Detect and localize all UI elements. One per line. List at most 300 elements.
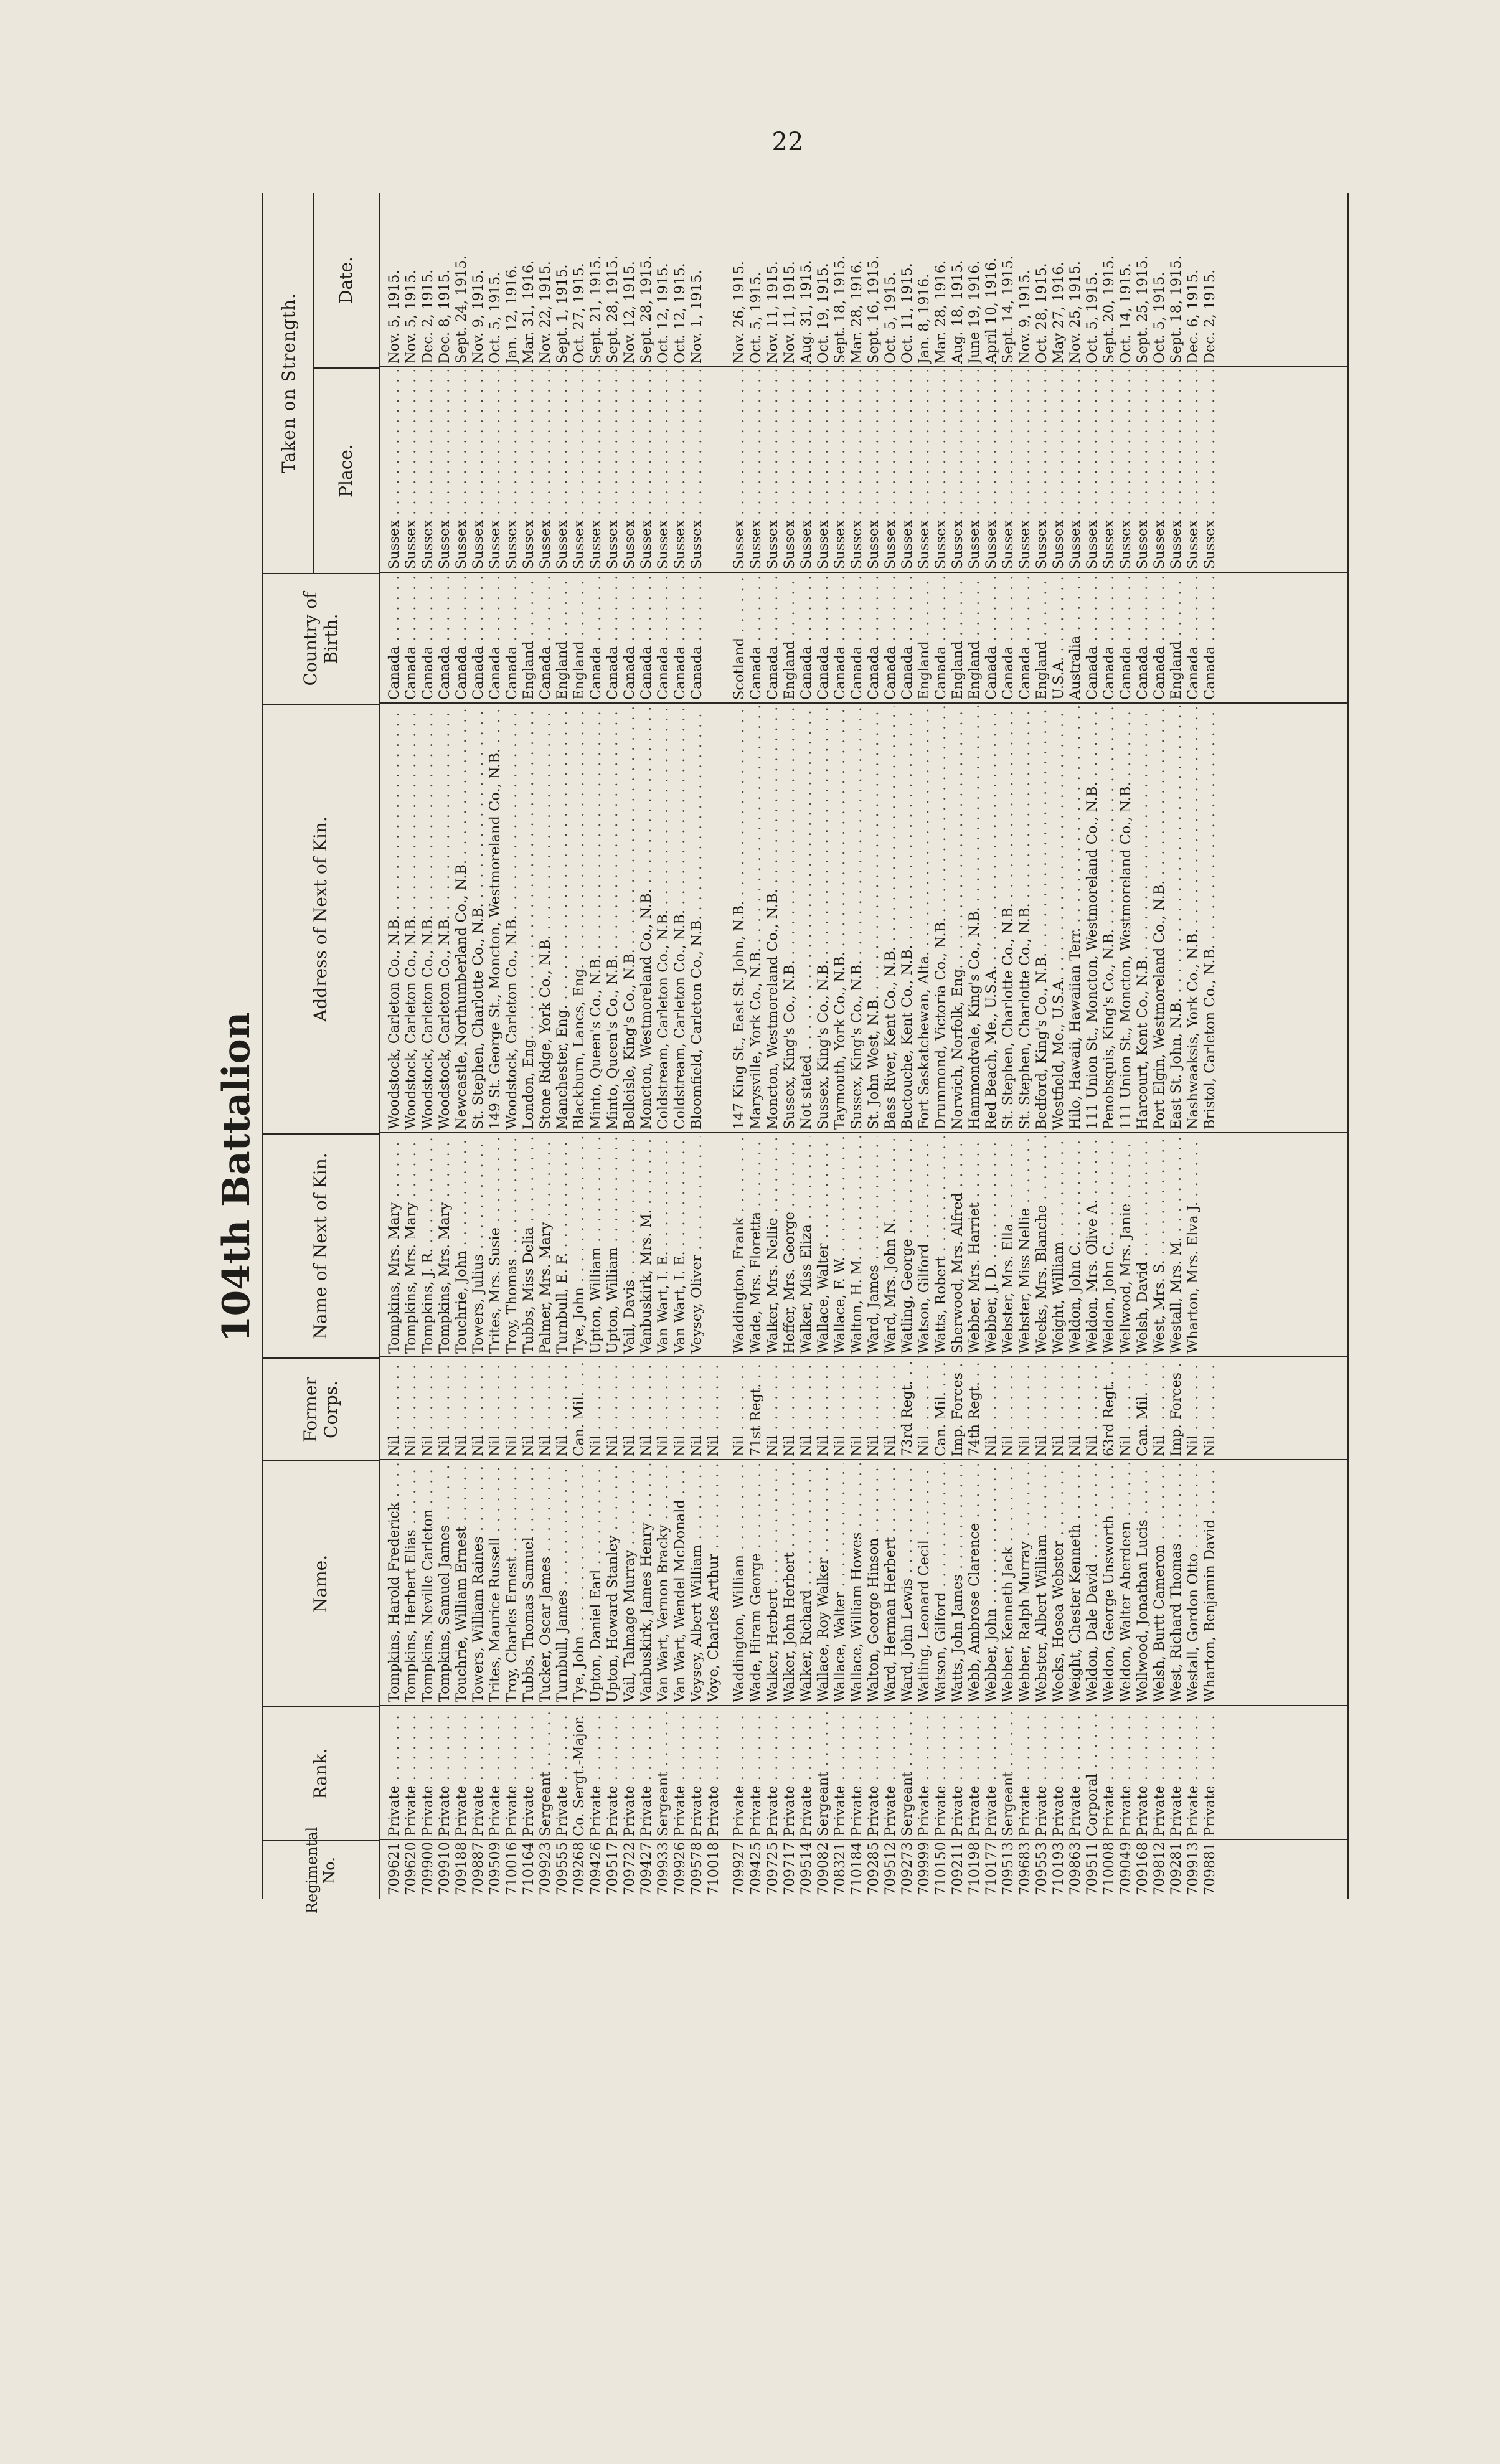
address-cell: Woodstock, Carleton Co., N.B. . . . <box>504 706 521 1130</box>
place-cell: Sussex . . . <box>420 370 436 569</box>
table-body <box>379 193 1347 1899</box>
name-cell: Voye, Charles Arthur . . . <box>705 1463 722 1702</box>
place-cell: Sussex . . . <box>554 370 571 569</box>
place-cell: Sussex . . . <box>403 370 420 569</box>
name-cell: Troy, Charles Ernest . . . <box>504 1463 521 1702</box>
former-corps-cell: Nil . . . <box>470 1360 487 1456</box>
table-row <box>689 193 705 1899</box>
date-cell: Oct. 27, 1915. <box>571 263 587 364</box>
name-cell: Turnbull, James . . . <box>554 1463 571 1702</box>
name-cell: Webb, Ambrose Clarence . . . <box>966 1463 983 1702</box>
name-cell: Veysey, Albert William . . . <box>689 1463 705 1702</box>
country-cell: England . . . <box>521 575 537 700</box>
next-of-kin-cell: Wallace, F. W. . . . <box>832 1136 849 1354</box>
former-corps-cell: Nil . . . <box>798 1360 815 1456</box>
date-cell: Sept. 18, 1915. <box>1168 255 1184 364</box>
name-cell: Wade, Hiram George . . . <box>748 1463 765 1702</box>
address-cell: Stone Ridge, York Co., N.B. . . . <box>537 706 554 1130</box>
address-cell: Drummond, Victoria Co., N.B. . . . <box>933 706 950 1130</box>
rank-cell: Private . . . <box>521 1709 537 1836</box>
table-row <box>705 193 722 1899</box>
name-cell: Tompkins, Herbert Elias . . . <box>403 1463 420 1702</box>
regimental-no-cell: 710164 <box>521 1842 537 1895</box>
table-row <box>1034 193 1050 1899</box>
name-cell: Watts, John James . . . <box>950 1463 966 1702</box>
address-cell: 147 King St., East St. John, N.B. . . . <box>731 706 748 1130</box>
name-cell: Tucker, Oscar James . . . <box>537 1463 554 1702</box>
next-of-kin-cell: Wellwood, Mrs. Janie . . . <box>1118 1136 1134 1354</box>
rank-cell: Private . . . <box>748 1709 765 1836</box>
regimental-no-cell: 710184 <box>849 1842 865 1895</box>
name-cell: West, Richard Thomas . . . <box>1168 1463 1185 1702</box>
table-row <box>621 193 638 1899</box>
former-corps-cell: Nil . . . <box>605 1360 621 1456</box>
regimental-no-cell: 709281 <box>1168 1842 1184 1895</box>
rank-cell: Private . . . <box>882 1709 899 1836</box>
regimental-no-cell: 709927 <box>731 1842 747 1895</box>
table-row <box>1151 193 1168 1899</box>
former-corps-cell: Nil . . . <box>849 1360 866 1456</box>
rank-cell: Private . . . <box>781 1709 798 1836</box>
next-of-kin-cell: Weldon, John C. . . . <box>1101 1136 1118 1354</box>
former-corps-cell: Can. Mil. . . . <box>571 1360 588 1456</box>
rank-cell: Private . . . <box>621 1709 638 1836</box>
place-cell: Sussex . . . <box>815 370 832 569</box>
former-corps-cell: Nil . . . <box>1151 1360 1168 1456</box>
rank-cell: Private . . . <box>866 1709 882 1836</box>
regimental-no-cell: 709923 <box>537 1842 554 1895</box>
name-cell: Wharton, Benjamin David . . . <box>1202 1463 1219 1702</box>
table-row <box>1050 193 1067 1899</box>
next-of-kin-cell: Webber, Mrs. Harriet . . . <box>966 1136 983 1354</box>
name-cell: Wellwood, Jonathan Lucis . . . <box>1134 1463 1151 1702</box>
rank-cell: Private . . . <box>638 1709 655 1836</box>
address-cell: Coldstream, Carleton Co., N.B. . . . <box>655 706 672 1130</box>
place-cell: Sussex . . . <box>950 370 966 569</box>
table-row <box>781 193 798 1899</box>
place-cell: Sussex . . . <box>849 370 866 569</box>
address-cell: Bass River, Kent Co., N.B. . . . <box>882 706 899 1130</box>
former-corps-cell: Nil . . . <box>731 1360 748 1456</box>
next-of-kin-cell: Veysey, Oliver . . . <box>689 1136 705 1354</box>
country-cell: England . . . <box>966 575 983 700</box>
date-cell: Sept. 14, 1915. <box>1000 255 1016 364</box>
country-cell: Canada . . . <box>655 575 672 700</box>
country-cell: Canada . . . <box>1134 575 1151 700</box>
former-corps-cell: Nil . . . <box>621 1360 638 1456</box>
place-cell: Sussex . . . <box>1034 370 1050 569</box>
place-cell: Sussex . . . <box>672 370 689 569</box>
former-corps-cell: Nil . . . <box>1185 1360 1202 1456</box>
address-cell: Woodstock, Carleton Co., N.B. . . . <box>386 706 403 1130</box>
table-row <box>605 193 621 1899</box>
next-of-kin-cell: Heffer, Mrs. George . . . <box>781 1136 798 1354</box>
regimental-no-cell: 710177 <box>983 1842 999 1895</box>
next-of-kin-cell: Wallace, Walter . . . <box>815 1136 832 1354</box>
header-date: Date. <box>336 257 356 304</box>
name-cell: Waddington, William . . . <box>731 1463 748 1702</box>
name-cell: Trites, Maurice Russell . . . <box>487 1463 504 1702</box>
country-cell: England . . . <box>1168 575 1185 700</box>
former-corps-cell: Nil . . . <box>815 1360 832 1456</box>
regimental-no-cell: 709621 <box>386 1842 402 1895</box>
name-cell: Tubbs, Thomas Samuel . . . <box>521 1463 537 1702</box>
rank-cell: Private . . . <box>605 1709 621 1836</box>
country-cell: Canada . . . <box>1084 575 1101 700</box>
rank-cell: Private . . . <box>588 1709 605 1836</box>
date-cell: Dec. 2, 1915. <box>420 269 436 364</box>
nominal-roll-table <box>262 193 1345 1914</box>
rank-cell: Private . . . <box>386 1709 403 1836</box>
rank-cell: Private . . . <box>487 1709 504 1836</box>
name-cell: Tompkins, Harold Frederick . . . <box>386 1463 403 1702</box>
place-cell: Sussex . . . <box>1118 370 1134 569</box>
name-cell: Ward, Herman Herbert . . . <box>882 1463 899 1702</box>
date-cell: Oct. 5, 1915. <box>1084 271 1100 364</box>
country-cell: Canada . . . <box>933 575 950 700</box>
address-cell: Buctouche, Kent Co., N.B. . . . <box>899 706 916 1130</box>
name-cell: Welsh, Burtt Cameron . . . <box>1151 1463 1168 1702</box>
rank-cell: Private . . . <box>933 1709 950 1836</box>
country-cell: Canada . . . <box>882 575 899 700</box>
address-cell: Sussex, King's Co., N.B. . . . <box>815 706 832 1130</box>
regimental-no-cell: 710018 <box>705 1842 722 1895</box>
address-cell: Marysville, York Co., N.B. . . . <box>748 706 765 1130</box>
rank-cell: Private . . . <box>420 1709 436 1836</box>
next-of-kin-cell: Troy, Thomas . . . <box>504 1136 521 1354</box>
former-corps-cell: Nil . . . <box>689 1360 705 1456</box>
table-row <box>1101 193 1118 1899</box>
regimental-no-cell: 709049 <box>1118 1842 1134 1895</box>
address-cell: 111 Union St., Moncton, Westmoreland Co., N.B. . . . <box>1084 706 1101 1130</box>
table-row <box>748 193 765 1899</box>
header-country-of-birth: Country of Birth. <box>263 573 379 704</box>
table-row <box>849 193 866 1899</box>
next-of-kin-cell: Ward, Mrs. John N. . . . <box>882 1136 899 1354</box>
place-cell: Sussex . . . <box>1050 370 1067 569</box>
rank-cell: Private . . . <box>966 1709 983 1836</box>
name-cell: Walker, John Herbert . . . <box>781 1463 798 1702</box>
date-cell: Nov. 1, 1915. <box>689 270 705 364</box>
header-name: Name. <box>263 1460 379 1706</box>
regimental-no-cell: 710150 <box>933 1842 949 1895</box>
regimental-no-cell: 709517 <box>605 1842 621 1895</box>
rank-cell: Private . . . <box>1034 1709 1050 1836</box>
country-cell: Canada . . . <box>386 575 403 700</box>
regimental-no-cell: 709910 <box>436 1842 453 1895</box>
regimental-no-cell: 709553 <box>1034 1842 1050 1895</box>
country-cell: Canada . . . <box>1118 575 1134 700</box>
header-next-of-kin: Name of Next of Kin. <box>263 1133 379 1357</box>
rank-cell: Sergeant . . . <box>655 1709 672 1836</box>
former-corps-cell: Nil . . . <box>1034 1360 1050 1456</box>
address-cell: Bloomfield, Carleton Co., N.B. . . . <box>689 706 705 1130</box>
name-cell: Van Wart, Wendel McDonald . . . <box>672 1463 689 1702</box>
place-cell: Sussex . . . <box>470 370 487 569</box>
rank-cell: Private . . . <box>731 1709 748 1836</box>
table-row <box>453 193 470 1899</box>
date-cell: Nov. 26, 1915. <box>731 261 747 364</box>
country-cell: Canada . . . <box>866 575 882 700</box>
place-cell: Sussex . . . <box>866 370 882 569</box>
rank-cell: Private . . . <box>470 1709 487 1836</box>
name-cell: Webster, Albert William . . . <box>1034 1463 1050 1702</box>
former-corps-cell: Nil . . . <box>554 1360 571 1456</box>
table-row <box>487 193 504 1899</box>
regimental-no-cell: 709863 <box>1067 1842 1083 1895</box>
table-header <box>263 193 380 1914</box>
place-cell: Sussex . . . <box>899 370 916 569</box>
place-cell: Sussex . . . <box>453 370 470 569</box>
date-cell: Mar. 28, 1916. <box>933 260 949 364</box>
next-of-kin-cell: Van Wart, I. E. . . . <box>655 1136 672 1354</box>
country-cell: Canada . . . <box>1101 575 1118 700</box>
rank-cell: Private . . . <box>1168 1709 1185 1836</box>
former-corps-cell: Nil . . . <box>655 1360 672 1456</box>
next-of-kin-cell: Welsh, David . . . <box>1134 1136 1151 1354</box>
place-cell: Sussex . . . <box>765 370 781 569</box>
next-of-kin-cell: Westall, Mrs. M. . . . <box>1168 1136 1185 1354</box>
name-cell: Vanbuskirk, James Henry . . . <box>638 1463 655 1702</box>
address-cell: 149 St. George St., Moncton, Westmoreland Co., N.B. . . . <box>487 706 504 1130</box>
place-cell: Sussex . . . <box>386 370 403 569</box>
place-cell: Sussex . . . <box>1134 370 1151 569</box>
next-of-kin-cell: Tubbs, Miss Delia . . . <box>521 1136 537 1354</box>
regimental-no-cell: 709717 <box>781 1842 798 1895</box>
table-row <box>798 193 815 1899</box>
rank-cell: Private . . . <box>950 1709 966 1836</box>
name-cell: Upton, Howard Stanley . . . <box>605 1463 621 1702</box>
table-row <box>470 193 487 1899</box>
place-cell: Sussex . . . <box>537 370 554 569</box>
former-corps-cell: Nil . . . <box>504 1360 521 1456</box>
next-of-kin-cell: Vanbuskirk, Mrs. M. . . . <box>638 1136 655 1354</box>
date-cell: Oct. 5, 1915. <box>487 271 503 364</box>
regimental-no-cell: 709509 <box>487 1842 503 1895</box>
rank-cell: Sergeant . . . <box>815 1709 832 1836</box>
name-cell: Webber, Ralph Murray . . . <box>1017 1463 1034 1702</box>
former-corps-cell: Nil . . . <box>1118 1360 1134 1456</box>
regimental-no-cell: 709578 <box>689 1842 705 1895</box>
next-of-kin-cell: Walton, H. M. . . . <box>849 1136 866 1354</box>
place-cell: Sussex . . . <box>1185 370 1202 569</box>
name-cell: Walker, Herbert . . . <box>765 1463 781 1702</box>
address-cell: Minto, Queen's Co., N.B. . . . <box>605 706 621 1130</box>
regimental-no-cell: 708321 <box>832 1842 848 1895</box>
next-of-kin-cell: Wade, Mrs. Floretta . . . <box>748 1136 765 1354</box>
former-corps-cell: Can. Mil. . . . <box>1134 1360 1151 1456</box>
regimental-no-cell: 709168 <box>1134 1842 1151 1895</box>
place-cell: Sussex . . . <box>916 370 933 569</box>
next-of-kin-cell: Tye, John . . . <box>571 1136 588 1354</box>
rank-cell: Private . . . <box>453 1709 470 1836</box>
name-cell: Tompkins, Samuel James . . . <box>436 1463 453 1702</box>
next-of-kin-cell: West, Mrs. S. . . . <box>1151 1136 1168 1354</box>
former-corps-cell: Nil . . . <box>521 1360 537 1456</box>
country-cell: Canada . . . <box>487 575 504 700</box>
regimental-no-cell: 709620 <box>403 1842 419 1895</box>
date-cell: Aug. 18, 1915. <box>950 260 966 364</box>
regimental-no-cell: 709722 <box>621 1842 638 1895</box>
rank-cell: Sergeant . . . <box>537 1709 554 1836</box>
name-cell: Towers, William Raines . . . <box>470 1463 487 1702</box>
next-of-kin-cell: Tompkins, J. R. . . . <box>420 1136 436 1354</box>
former-corps-cell: Nil . . . <box>1084 1360 1101 1456</box>
country-cell: Canada . . . <box>1185 575 1202 700</box>
place-cell: Sussex . . . <box>655 370 672 569</box>
country-cell: Australia . . . <box>1067 575 1084 700</box>
table-row <box>1000 193 1017 1899</box>
table-row <box>537 193 554 1899</box>
header-regimental-no: Regimental No. <box>263 1840 379 1899</box>
name-cell: Weeks, Hosea Webster . . . <box>1050 1463 1067 1702</box>
table-row <box>672 193 689 1899</box>
rank-cell: Private . . . <box>1151 1709 1168 1836</box>
next-of-kin-cell: Upton, William . . . <box>588 1136 605 1354</box>
next-of-kin-cell: Wharton, Mrs. Elva J. . . . <box>1185 1136 1202 1354</box>
next-of-kin-cell: Walker, Miss Eliza . . . <box>798 1136 815 1354</box>
date-cell: Nov. 9, 1915. <box>1017 270 1033 364</box>
rank-cell: Private . . . <box>1134 1709 1151 1836</box>
country-cell: England . . . <box>916 575 933 700</box>
regimental-no-cell: 709082 <box>815 1842 831 1895</box>
regimental-no-cell: 710198 <box>966 1842 983 1895</box>
place-cell: Sussex . . . <box>731 370 748 569</box>
country-cell: Canada . . . <box>504 575 521 700</box>
next-of-kin-cell: Tompkins, Mrs. Mary . . . <box>403 1136 420 1354</box>
regimental-no-cell: 709913 <box>1185 1842 1201 1895</box>
rank-cell: Private . . . <box>554 1709 571 1836</box>
place-cell: Sussex . . . <box>1202 370 1219 569</box>
former-corps-cell: Nil . . . <box>638 1360 655 1456</box>
former-corps-cell: Nil . . . <box>705 1360 722 1456</box>
next-of-kin-cell: Van Wart, I. E. . . . <box>672 1136 689 1354</box>
header-place: Place. <box>313 367 379 573</box>
country-cell: Canada . . . <box>748 575 765 700</box>
next-of-kin-cell: Turnbull, E. F. . . . <box>554 1136 571 1354</box>
address-cell: Norwich, Norfolk, Eng. . . . <box>950 706 966 1130</box>
country-cell: Canada . . . <box>1151 575 1168 700</box>
address-cell: Westfield, Me., U.S.A. . . . <box>1050 706 1067 1130</box>
country-cell: Canada . . . <box>815 575 832 700</box>
former-corps-cell: Nil . . . <box>781 1360 798 1456</box>
former-corps-cell: 71st Regt. . . . <box>748 1360 765 1456</box>
former-corps-cell: Nil . . . <box>672 1360 689 1456</box>
name-cell: Weldon, Walter Aberdeen . . . <box>1118 1463 1134 1702</box>
regimental-no-cell: 709812 <box>1151 1842 1167 1895</box>
header-taken-on-strength-group <box>263 193 379 573</box>
date-cell: Oct. 11, 1915. <box>899 263 915 364</box>
rank-cell: Corporal . . . <box>1084 1709 1101 1836</box>
table-row <box>588 193 605 1899</box>
date-cell: Nov. 11, 1915. <box>765 261 781 364</box>
rank-cell: Private . . . <box>1017 1709 1034 1836</box>
former-corps-cell: Can. Mil. . . . <box>933 1360 950 1456</box>
place-cell: Sussex . . . <box>1084 370 1101 569</box>
place-cell: Sussex . . . <box>1000 370 1017 569</box>
table-row <box>950 193 966 1899</box>
address-cell: St. Stephen, Charlotte Co., N.B. . . . <box>470 706 487 1130</box>
next-of-kin-cell: Trites, Mrs. Susie . . . <box>487 1136 504 1354</box>
address-cell: Woodstock, Carleton Co., N.B. . . . <box>403 706 420 1130</box>
rank-cell: Sergeant . . . <box>1000 1709 1017 1836</box>
country-cell: England . . . <box>554 575 571 700</box>
regimental-no-cell: 709427 <box>638 1842 654 1895</box>
rank-cell: Sergeant . . . <box>899 1709 916 1836</box>
place-cell: Sussex . . . <box>882 370 899 569</box>
date-cell: Oct. 12, 1915. <box>672 263 688 364</box>
regimental-no-cell: 709273 <box>899 1842 915 1895</box>
next-of-kin-cell: Tompkins, Mrs. Mary . . . <box>436 1136 453 1354</box>
table-row <box>1067 193 1084 1899</box>
table-row <box>403 193 420 1899</box>
name-cell: Weight, Chester Kenneth . . . <box>1067 1463 1084 1702</box>
rank-cell: Private . . . <box>504 1709 521 1836</box>
next-of-kin-cell: Watson, Gilford . . . <box>916 1136 933 1354</box>
date-cell: Oct. 28, 1915. <box>1034 263 1050 364</box>
country-cell: Canada . . . <box>537 575 554 700</box>
name-cell: Ward, John Lewis . . . <box>899 1463 916 1702</box>
former-corps-cell: Nil . . . <box>1202 1360 1219 1456</box>
table-row <box>882 193 899 1899</box>
rank-cell: Private . . . <box>983 1709 1000 1836</box>
next-of-kin-cell: Touchrie, John . . . <box>453 1136 470 1354</box>
header-taken-on-strength: Taken on Strength. <box>263 193 314 573</box>
date-cell: Oct. 5, 1915. <box>882 271 899 364</box>
place-cell: Sussex . . . <box>1101 370 1118 569</box>
next-of-kin-cell: Towers, Julius . . . <box>470 1136 487 1354</box>
name-cell: Weldon, George Unsworth . . . <box>1101 1463 1118 1702</box>
name-cell: Wallace, William Howes . . . <box>849 1463 866 1702</box>
regimental-no-cell: 709285 <box>866 1842 882 1895</box>
table-row <box>1017 193 1034 1899</box>
table-row <box>1168 193 1185 1899</box>
date-cell: Nov. 11, 1915. <box>781 261 798 364</box>
address-cell: Minto, Queen's Co., N.B. . . . <box>588 706 605 1130</box>
regimental-no-cell: 710016 <box>504 1842 520 1895</box>
date-cell: Nov. 22, 1915. <box>537 261 554 364</box>
place-cell: Sussex . . . <box>689 370 705 569</box>
rank-cell: Private . . . <box>832 1709 849 1836</box>
regimental-no-cell: 709725 <box>765 1842 781 1895</box>
regimental-no-cell: 709933 <box>655 1842 671 1895</box>
address-cell: Belleisle, King's Co., N.B. . . . <box>621 706 638 1130</box>
place-cell: Sussex . . . <box>621 370 638 569</box>
name-cell: Watling, Leonard Cecil . . . <box>916 1463 933 1702</box>
date-cell: Sept. 21, 1915. <box>588 255 604 364</box>
country-cell: Canada . . . <box>1000 575 1017 700</box>
page-number: 22 <box>771 128 804 156</box>
next-of-kin-cell: Ward, James . . . <box>866 1136 882 1354</box>
former-corps-cell: Nil . . . <box>866 1360 882 1456</box>
rank-cell: Private . . . <box>765 1709 781 1836</box>
next-of-kin-cell: Palmer, Mrs. Mary . . . <box>537 1136 554 1354</box>
country-cell: Canada . . . <box>588 575 605 700</box>
country-cell: Canada . . . <box>436 575 453 700</box>
date-cell: Sept. 28, 1915. <box>605 255 621 364</box>
next-of-kin-cell: Sherwood, Mrs. Alfred . . . <box>950 1136 966 1354</box>
country-cell: Canada . . . <box>470 575 487 700</box>
name-cell: Van Wart, Vernon Bracky . . . <box>655 1463 672 1702</box>
header-former-corps: Former Corps. <box>263 1357 379 1460</box>
regimental-no-cell: 709999 <box>916 1842 932 1895</box>
former-corps-cell: 73rd Regt. . . . <box>899 1360 916 1456</box>
rank-cell: Private . . . <box>1067 1709 1084 1836</box>
address-cell: Manchester, Eng. . . . <box>554 706 571 1130</box>
table-row <box>966 193 983 1899</box>
country-cell: Canada . . . <box>899 575 916 700</box>
name-cell: Wallace, Walter . . . <box>832 1463 849 1702</box>
